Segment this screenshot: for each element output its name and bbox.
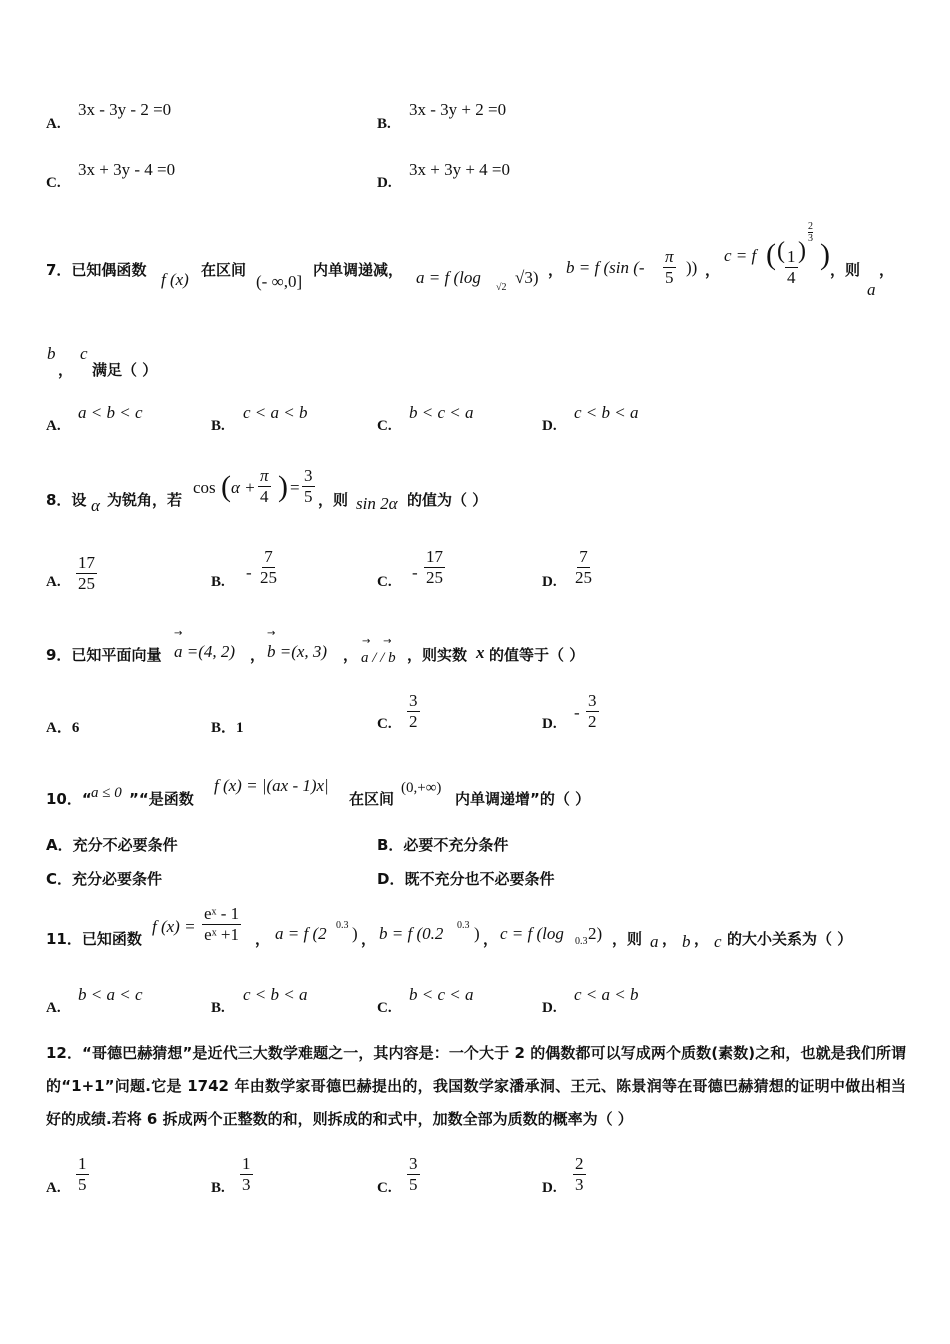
q7-exponent-denominator: 3 bbox=[808, 233, 813, 244]
q7-pi: π bbox=[665, 247, 674, 266]
q9-vector-arrow-a: → bbox=[174, 628, 183, 639]
q7-number: 7．已知偶函数 bbox=[46, 261, 147, 279]
q11-option-b-equation: c < b < a bbox=[243, 985, 308, 1004]
q9-vector-b: b =(x, 3) bbox=[267, 642, 328, 661]
q11-text-then: ，则 bbox=[612, 930, 643, 948]
q7-paren-close-inner: ) bbox=[798, 238, 806, 264]
q8-option-a-denominator: 25 bbox=[78, 574, 95, 593]
q12-option-d-label[interactable]: D. bbox=[542, 1180, 557, 1196]
q11-function-numerator: eˣ - 1 bbox=[204, 904, 240, 923]
q11-b-close: ) bbox=[474, 924, 480, 943]
q7-var-b: b bbox=[47, 344, 56, 363]
q7-option-a-label[interactable]: A. bbox=[46, 418, 61, 434]
q10-option-b[interactable]: B．必要不充分条件 bbox=[377, 836, 509, 854]
q8-paren-open: ( bbox=[221, 470, 231, 503]
q11-number: 11．已知函数 bbox=[46, 930, 142, 948]
q8-option-c-numerator: 17 bbox=[426, 547, 443, 566]
q12-option-a-numerator: 1 bbox=[78, 1154, 87, 1173]
q9-vector-a: a =(4, 2) bbox=[174, 642, 236, 661]
q8-option-a-numerator: 17 bbox=[78, 553, 95, 572]
q7-option-b-label[interactable]: B. bbox=[211, 418, 225, 434]
q6-option-d-equation: 3x + 3y + 4 =0 bbox=[409, 160, 511, 179]
q7-then: ，则 bbox=[830, 261, 861, 279]
q8-option-c-sign: - bbox=[412, 563, 418, 582]
q8-cos: cos bbox=[193, 478, 216, 497]
q8-option-b-denominator: 25 bbox=[260, 568, 277, 587]
q7-b-close: )) bbox=[686, 258, 698, 277]
q11-c-close: 2) bbox=[588, 924, 603, 943]
q7-pi-over-5 bbox=[663, 247, 676, 288]
q7-var-a: a bbox=[867, 280, 876, 299]
q11-comma: ， bbox=[361, 930, 377, 948]
q8-five: 5 bbox=[304, 487, 313, 506]
q10-number: 10．“ bbox=[46, 790, 92, 808]
q11-a-definition: a = f (2 bbox=[275, 924, 327, 943]
q11-c-log-base: 0.3 bbox=[575, 936, 588, 947]
q11-text-relation: 的大小关系为（ ） bbox=[727, 930, 853, 948]
q12-option-c-denominator: 5 bbox=[409, 1175, 418, 1194]
q7-stem-end: 满足（ ） bbox=[92, 361, 158, 379]
q8-sin2alpha: sin 2α bbox=[356, 494, 398, 513]
q7-paren-open: ( bbox=[766, 238, 776, 271]
q6-option-c-label[interactable]: C. bbox=[46, 175, 61, 191]
q10-option-c[interactable]: C．充分必要条件 bbox=[46, 870, 163, 888]
q10-text-interval: 在区间 bbox=[349, 790, 395, 808]
q8-option-c-label[interactable]: C. bbox=[377, 574, 392, 590]
q12-option-a-fraction bbox=[76, 1154, 89, 1195]
q7-option-b-equation: c < a < b bbox=[243, 403, 308, 422]
q12-stem: 12．“哥德巴赫猜想”是近代三大数学难题之一，其内容是：一个大于 2 的偶数都可以写成两个质数(素数)之和，也就是我们所谓的“1+1”问题.它是 1742 年由数学家哥德巴赫提出的，我国数学家潘承洞、王元、陈景润等在哥德巴赫猜想的证明中做出相当好的成绩.若将 6 拆成两个正整数的和，则拆成的和式中，加数全部为质数的概率为（ ） bbox=[46, 1044, 906, 1128]
q8-option-d-denominator: 25 bbox=[575, 568, 592, 587]
q11-option-c-equation: b < c < a bbox=[409, 985, 474, 1004]
q8-option-a-label[interactable]: A. bbox=[46, 574, 61, 590]
q7-text-interval: 在区间 bbox=[201, 261, 247, 279]
q9-parallel-arrows: → → bbox=[362, 636, 392, 647]
q12-option-b-fraction bbox=[240, 1154, 253, 1195]
q12-option-b-denominator: 3 bbox=[242, 1175, 251, 1194]
q8-option-b-sign: - bbox=[246, 563, 252, 582]
q8-option-d-fraction bbox=[573, 547, 594, 588]
q8-option-d-numerator: 7 bbox=[579, 547, 588, 566]
q11-option-b-label[interactable]: B. bbox=[211, 1000, 225, 1016]
q11-comma: ， bbox=[483, 930, 499, 948]
q11-var-b: b bbox=[682, 932, 691, 951]
q8-paren-close: ) bbox=[278, 470, 288, 503]
q9-option-c-numerator: 3 bbox=[409, 691, 418, 710]
q7-four: 4 bbox=[787, 268, 796, 287]
q11-var-a: a bbox=[650, 932, 659, 951]
q7-b-definition: b = f (sin (- bbox=[566, 258, 645, 277]
q8-alpha-plus: α + bbox=[231, 478, 256, 497]
q7-exponent-numerator: 2 bbox=[808, 221, 813, 232]
q11-option-d-label[interactable]: D. bbox=[542, 1000, 557, 1016]
q10-text-is-function: ”“是函数 bbox=[129, 790, 194, 808]
q8-four: 4 bbox=[260, 487, 269, 506]
q9-option-d-label[interactable]: D. bbox=[542, 716, 557, 732]
q8-text-then: ，则 bbox=[318, 491, 349, 509]
q7-interval: (- ∞,0] bbox=[256, 272, 303, 291]
q7-log-base: √2 bbox=[496, 282, 507, 293]
q12-option-a-denominator: 5 bbox=[78, 1175, 87, 1194]
q9-option-d-sign: - bbox=[574, 703, 580, 722]
q10-option-a[interactable]: A．充分不必要条件 bbox=[46, 836, 178, 854]
q8-option-b-label[interactable]: B. bbox=[211, 574, 225, 590]
q11-function-denominator: eˣ +1 bbox=[204, 925, 239, 944]
q12-option-c-fraction bbox=[407, 1154, 420, 1195]
q9-comma: ， bbox=[250, 646, 266, 664]
q8-option-d-label[interactable]: D. bbox=[542, 574, 557, 590]
q7-option-d-label[interactable]: D. bbox=[542, 418, 557, 434]
q11-option-c-label[interactable]: C. bbox=[377, 1000, 392, 1016]
q11-function-fraction bbox=[202, 904, 241, 945]
q8-option-b-fraction bbox=[258, 547, 279, 588]
q9-option-b[interactable]: B．1 bbox=[211, 720, 244, 736]
q8-equals: = bbox=[290, 478, 300, 497]
q8-number: 8．设 bbox=[46, 491, 87, 509]
q12-option-a-label[interactable]: A. bbox=[46, 1180, 61, 1196]
q11-var-c: c bbox=[714, 932, 722, 951]
q7-text-decreasing: 内单调递减， bbox=[313, 261, 404, 279]
q8-alpha: α bbox=[91, 496, 100, 515]
q7-comma: ， bbox=[705, 261, 721, 279]
q8-pi-over-4 bbox=[258, 466, 271, 507]
q7-comma: ， bbox=[58, 361, 74, 379]
q9-parallel: a / / b bbox=[361, 650, 396, 666]
q7-one: 1 bbox=[787, 247, 796, 266]
q7-log-argument: √3) bbox=[515, 268, 539, 287]
q9-number: 9．已知平面向量 bbox=[46, 646, 162, 664]
q7-comma: ， bbox=[879, 261, 895, 279]
q9-option-d-denominator: 2 bbox=[588, 712, 597, 731]
q7-option-c-equation: b < c < a bbox=[409, 403, 474, 422]
q6-option-a-label[interactable]: A. bbox=[46, 116, 61, 132]
q6-option-a-equation: 3x - 3y - 2 =0 bbox=[78, 100, 172, 119]
q7-option-c-label[interactable]: C. bbox=[377, 418, 392, 434]
q9-option-c-denominator: 2 bbox=[409, 712, 418, 731]
q9-option-a[interactable]: A．6 bbox=[46, 720, 80, 736]
q10-text-increasing: 内单调递增”的（ ） bbox=[455, 790, 591, 808]
q9-option-d-numerator: 3 bbox=[588, 691, 597, 710]
q9-option-c-fraction bbox=[407, 691, 420, 732]
q12-option-d-denominator: 3 bbox=[575, 1175, 584, 1194]
q11-comma: ， bbox=[694, 930, 710, 948]
q9-comma: ， bbox=[343, 646, 359, 664]
q7-a-definition: a = f (log bbox=[416, 268, 481, 287]
q12-option-d-numerator: 2 bbox=[575, 1154, 584, 1173]
q11-a-close: ) bbox=[352, 924, 358, 943]
q6-option-c-equation: 3x + 3y - 4 =0 bbox=[78, 160, 176, 179]
q10-function: f (x) = |(ax - 1)x| bbox=[214, 776, 329, 795]
q7-comma: ， bbox=[548, 261, 564, 279]
q11-b-definition: b = f (0.2 bbox=[379, 924, 444, 943]
q11-c-definition: c = f (log bbox=[500, 924, 564, 943]
q10-interval: (0,+∞) bbox=[401, 780, 442, 796]
q9-x: x bbox=[476, 643, 485, 662]
q12-option-c-label[interactable]: C. bbox=[377, 1180, 392, 1196]
q10-option-d[interactable]: D．既不充分也不必要条件 bbox=[377, 870, 555, 888]
q12-option-d-fraction bbox=[573, 1154, 586, 1195]
q11-comma: ， bbox=[662, 930, 678, 948]
q8-three: 3 bbox=[304, 466, 313, 485]
q8-option-c-fraction bbox=[424, 547, 445, 588]
q7-option-d-equation: c < b < a bbox=[574, 403, 639, 422]
q12-option-b-label[interactable]: B. bbox=[211, 1180, 225, 1196]
q7-function: f (x) bbox=[161, 270, 189, 289]
q7-five: 5 bbox=[665, 268, 674, 287]
q8-text-value: 的值为（ ） bbox=[407, 491, 488, 509]
q7-paren-open-inner: ( bbox=[777, 238, 785, 264]
q7-option-a-equation: a < b < c bbox=[78, 403, 143, 422]
q11-function-prefix: f (x) = bbox=[152, 917, 196, 936]
q7-c-definition: c = f bbox=[724, 246, 757, 265]
q8-option-a-fraction bbox=[76, 553, 97, 594]
q12-option-b-numerator: 1 bbox=[242, 1154, 251, 1173]
q11-option-d-equation: c < a < b bbox=[574, 985, 639, 1004]
q11-a-exponent: 0.3 bbox=[336, 920, 349, 931]
q6-option-d-label[interactable]: D. bbox=[377, 175, 392, 191]
q6-option-b-label[interactable]: B. bbox=[377, 116, 391, 132]
q10-condition: a ≤ 0 bbox=[91, 785, 122, 801]
q11-comma: ， bbox=[255, 930, 271, 948]
q7-var-c: c bbox=[80, 344, 88, 363]
q8-option-c-denominator: 25 bbox=[426, 568, 443, 587]
q8-text-acute: 为锐角，若 bbox=[107, 491, 183, 509]
q9-option-d-fraction bbox=[586, 691, 599, 732]
q11-option-a-label[interactable]: A. bbox=[46, 1000, 61, 1016]
q11-b-exponent: 0.3 bbox=[457, 920, 470, 931]
q9-text-real: ，则实数 bbox=[407, 646, 468, 664]
q7-exponent bbox=[808, 221, 813, 244]
q12-option-c-numerator: 3 bbox=[409, 1154, 418, 1173]
q9-text-equals: 的值等于（ ） bbox=[489, 646, 585, 664]
q7-paren-close: ) bbox=[820, 238, 830, 271]
q8-option-b-numerator: 7 bbox=[264, 547, 273, 566]
q9-option-c-label[interactable]: C. bbox=[377, 716, 392, 732]
q11-option-a-equation: b < a < c bbox=[78, 985, 143, 1004]
q9-vector-arrow-b: → bbox=[267, 628, 276, 639]
q6-option-b-equation: 3x - 3y + 2 =0 bbox=[409, 100, 507, 119]
q8-pi: π bbox=[260, 466, 269, 485]
q7-one-quarter bbox=[785, 247, 798, 288]
q8-three-fifths bbox=[302, 466, 315, 507]
